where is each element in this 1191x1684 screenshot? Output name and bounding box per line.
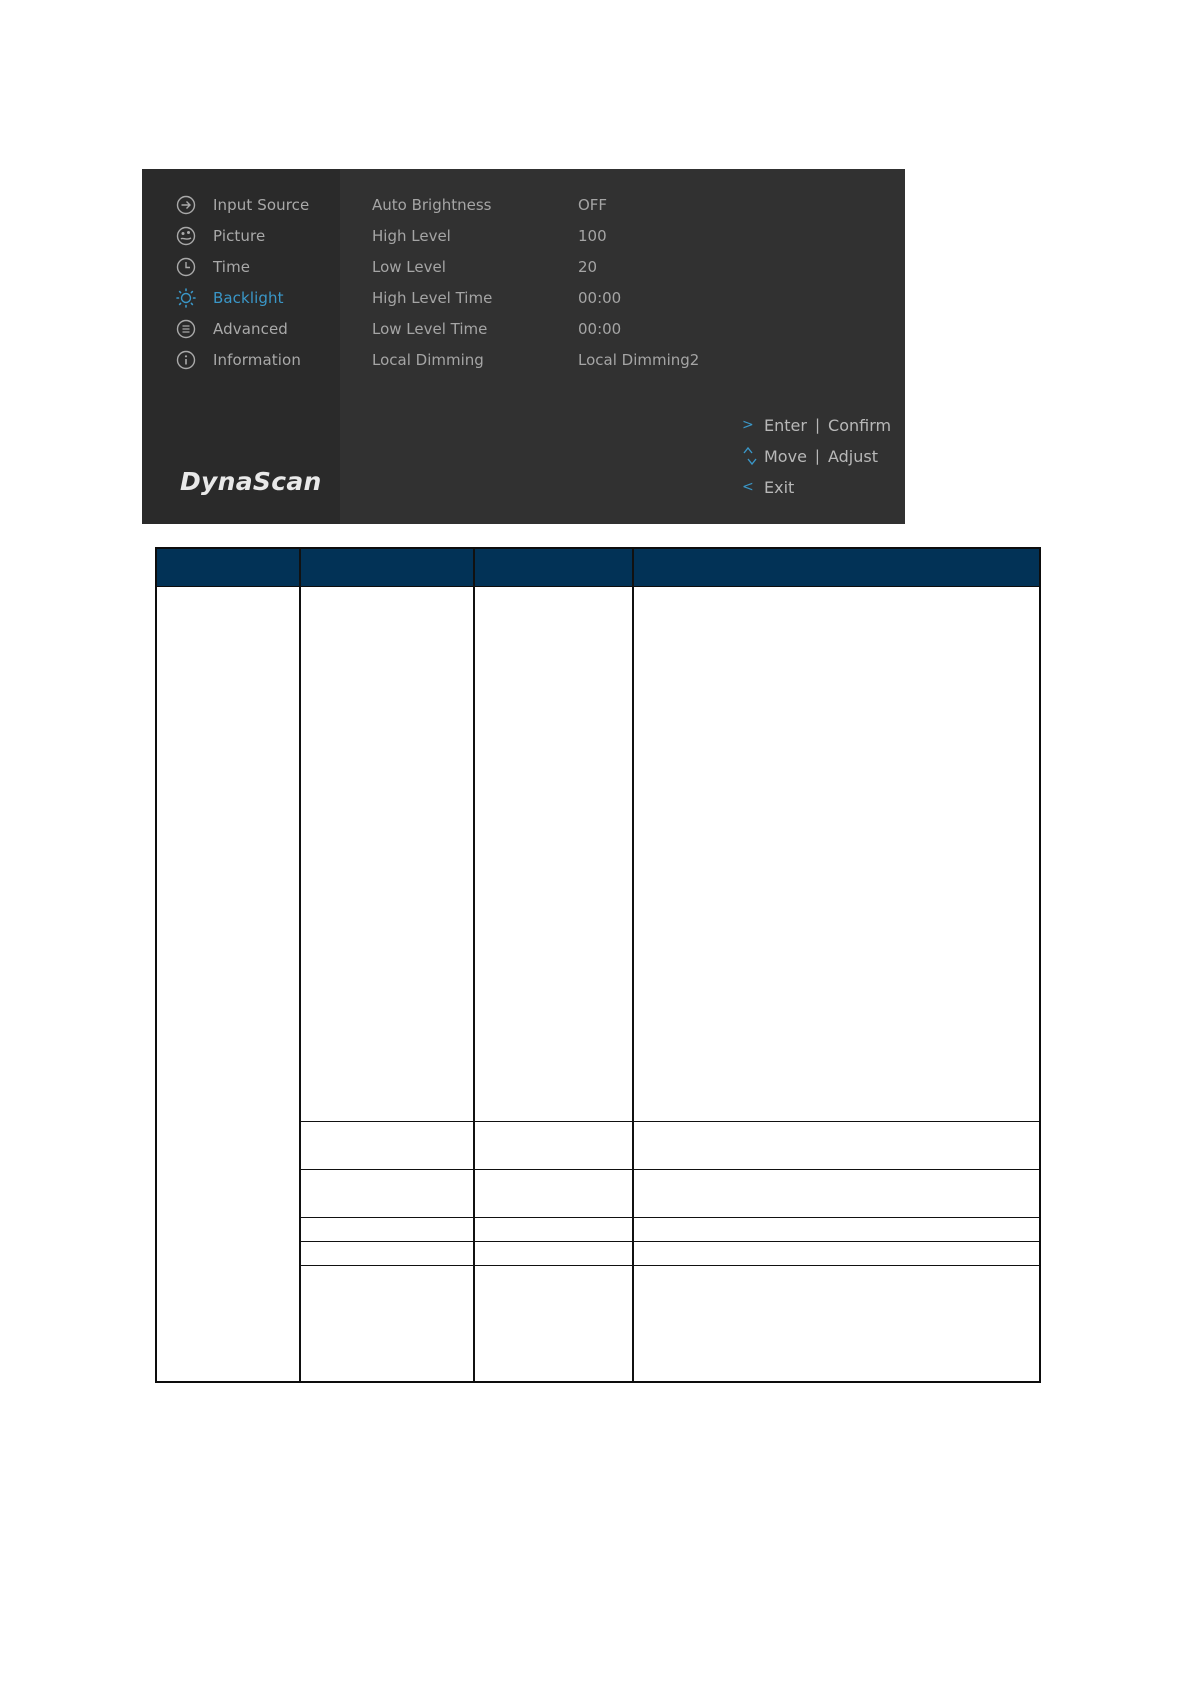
row-divider: [300, 1169, 1039, 1170]
setting-high-level-time[interactable]: [372, 285, 872, 311]
nav-label: Backlight: [213, 289, 284, 307]
hint-action: Enter: [764, 415, 807, 435]
hint-action: Move: [764, 446, 807, 466]
setting-value: 100: [578, 227, 607, 245]
hint-exit: [742, 474, 902, 500]
hint-desc: Confirm: [828, 415, 892, 435]
nav-item-advanced[interactable]: [176, 316, 341, 342]
nav-item-picture[interactable]: [176, 223, 341, 249]
palette-icon: [176, 226, 196, 246]
hint-move: [742, 443, 902, 469]
column-divider: [632, 549, 634, 1381]
brand-logo: DynaScan: [180, 467, 322, 496]
nav-label: Time: [213, 258, 251, 276]
info-icon: [176, 350, 196, 370]
row-divider: [300, 1265, 1039, 1266]
setting-value: 20: [578, 258, 598, 276]
nav-item-time[interactable]: [176, 254, 341, 280]
hint-desc: Adjust: [827, 446, 878, 466]
column-divider: [473, 549, 475, 1381]
setting-value: 00:00: [578, 289, 622, 307]
setting-value: Local Dimming2: [578, 351, 700, 369]
nav-item-backlight[interactable]: [176, 285, 341, 311]
setting-auto-brightness[interactable]: [372, 192, 872, 218]
nav-label: Input Source: [213, 196, 310, 214]
setting-local-dimming[interactable]: [372, 347, 872, 373]
row-divider: [300, 1217, 1039, 1218]
setting-name: High Level Time: [372, 289, 493, 307]
row-divider: [300, 1241, 1039, 1242]
chevron-left-icon: <: [742, 479, 754, 495]
setting-value: OFF: [578, 196, 608, 214]
hint-enter: [742, 412, 902, 438]
nav-item-information[interactable]: [176, 347, 341, 373]
settings-table: [155, 547, 1041, 1383]
osd-menu: [142, 169, 905, 524]
sun-icon: [176, 288, 196, 308]
hint-separator: |: [814, 416, 821, 434]
setting-name: Low Level: [372, 258, 446, 276]
clock-icon: [176, 257, 196, 277]
setting-high-level[interactable]: [372, 223, 872, 249]
setting-name: High Level: [372, 227, 451, 245]
up-down-arrows-icon: [742, 446, 764, 466]
setting-value: 00:00: [578, 320, 622, 338]
nav-label: Information: [213, 351, 301, 369]
setting-name: Low Level Time: [372, 320, 488, 338]
hint-action: Exit: [764, 477, 795, 497]
table-header-row: [157, 549, 1039, 587]
list-circle-icon: [176, 319, 196, 339]
row-divider: [300, 1121, 1039, 1122]
chevron-right-icon: >: [742, 417, 754, 433]
nav-label: Picture: [213, 227, 266, 245]
setting-low-level-time[interactable]: [372, 316, 872, 342]
setting-name: Local Dimming: [372, 351, 484, 369]
column-divider: [299, 549, 301, 1381]
setting-name: Auto Brightness: [372, 196, 492, 214]
setting-low-level[interactable]: [372, 254, 872, 280]
hint-separator: |: [814, 447, 820, 465]
nav-item-input-source[interactable]: [176, 192, 341, 218]
nav-label: Advanced: [213, 320, 288, 338]
arrow-circle-icon: [176, 195, 196, 215]
